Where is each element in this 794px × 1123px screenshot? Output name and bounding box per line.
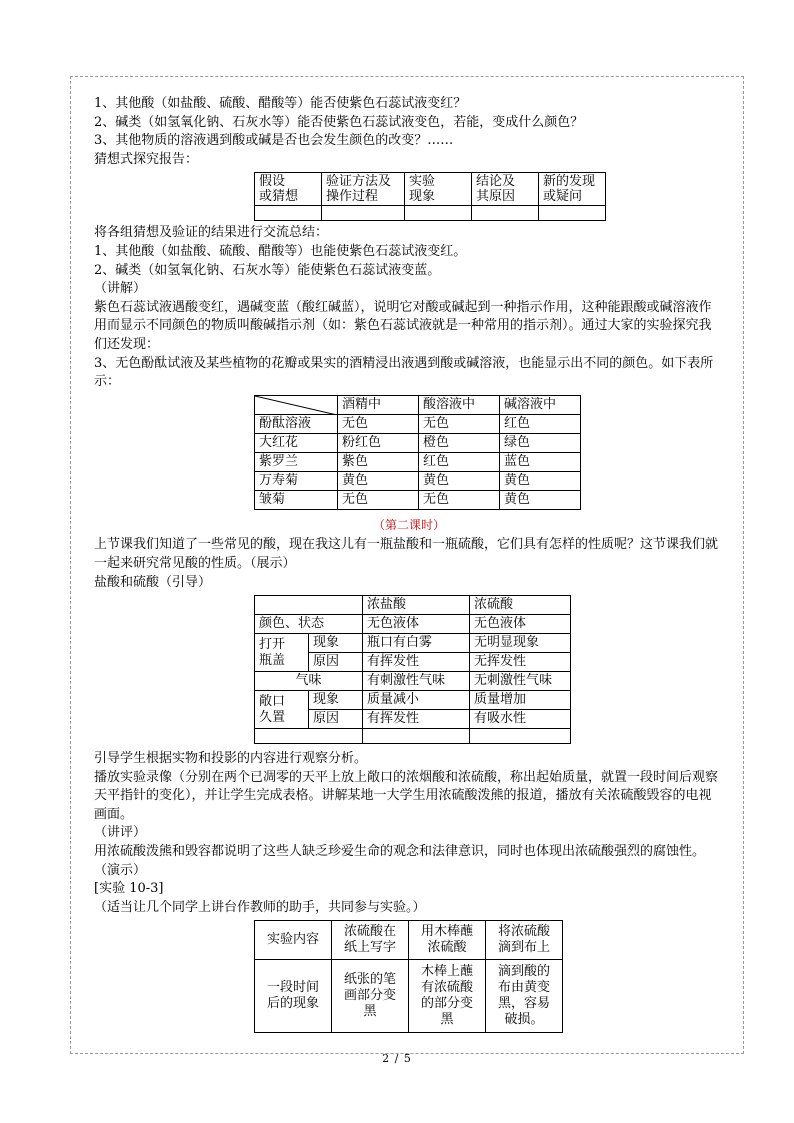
paragraph: 3、其他物质的溶液遇到酸或碱是否也会发生颜色的改变？…… [94, 133, 454, 149]
table-cell: 粉红色 [338, 433, 419, 452]
paragraph: （讲评） [94, 825, 147, 841]
table-group-label: 打开 瓶盖 [255, 634, 309, 672]
table-row [255, 634, 571, 653]
section-title: （第二课时） [372, 517, 445, 532]
paragraph: 2、碱类（如氢氧化钠、石灰水等）能使紫色石蕊试液变蓝。 [94, 262, 441, 278]
table-row-label: 颜色、状态 [255, 615, 363, 634]
table-cell: 现象 [309, 634, 363, 653]
paragraph: 盐酸和硫酸（引导） [94, 574, 212, 590]
table-header-cell: 假设 或猜想 [255, 173, 322, 206]
table-row [255, 960, 563, 1033]
table-cell [539, 206, 606, 221]
table-row [255, 490, 581, 509]
table-cell: 橙色 [419, 433, 500, 452]
table-header-cell: 验证方法及 操作过程 [322, 173, 405, 206]
table-cell: 黄色 [500, 490, 581, 509]
table-row [255, 414, 581, 433]
paragraph: [实验 10-3] [94, 881, 164, 897]
table-cell: 原因 [309, 710, 363, 729]
experiment-table [254, 920, 563, 1033]
table-cell: 无挥发性 [470, 653, 571, 672]
table-row [255, 452, 581, 471]
table-cell: 无明显现象 [470, 634, 571, 653]
table-cell: 红色 [419, 452, 500, 471]
table-header-cell: 浓硫酸 [470, 596, 571, 615]
table-header-cell: 实验 现象 [405, 173, 472, 206]
diagonal-header-cell [255, 395, 338, 414]
table-cell [322, 206, 405, 221]
table-cell: 木棒上蘸 有浓硫酸 的部分变 黑 [409, 960, 486, 1033]
table-cell [363, 729, 470, 744]
table-cell: 无色液体 [363, 615, 470, 634]
table-cell: 质量减小 [363, 691, 470, 710]
table-cell: 紫罗兰 [255, 452, 338, 471]
table-header-cell: 浓盐酸 [363, 596, 470, 615]
table-cell: 瓶口有白雾 [363, 634, 470, 653]
table-cell: 有吸水性 [470, 710, 571, 729]
table-row-label: 气味 [255, 672, 363, 691]
table-header-cell: 酒精中 [338, 395, 419, 414]
table-cell [255, 206, 322, 221]
table-header-cell: 将浓硫酸 滴到布上 [486, 921, 563, 960]
table-header-cell: 结论及 其原因 [472, 173, 539, 206]
table-cell: 现象 [309, 691, 363, 710]
table-header-cell: 新的发现 或疑问 [539, 173, 606, 206]
paragraph: 猜想式探究报告： [94, 151, 199, 167]
table-cell: 大红花 [255, 433, 338, 452]
acid-properties-table [254, 595, 571, 744]
table-cell [405, 206, 472, 221]
table-cell: 纸张的笔 画部分变 黑 [332, 960, 409, 1033]
table-cell [255, 729, 363, 744]
table-header-cell: 碱溶液中 [500, 395, 581, 414]
table-cell: 原因 [309, 653, 363, 672]
table-row [255, 471, 581, 490]
table-cell: 绿色 [500, 433, 581, 452]
table-cell: 黄色 [500, 471, 581, 490]
table-cell [472, 206, 539, 221]
table-header-cell: 用木棒蘸 浓硫酸 [409, 921, 486, 960]
paragraph: （适当让几个同学上讲台作教师的助手，共同参与实验。） [94, 899, 426, 915]
table-row [255, 615, 571, 634]
table-header-cell: 酸溶液中 [419, 395, 500, 414]
table-cell: 皱菊 [255, 490, 338, 509]
table-cell [470, 729, 571, 744]
table-cell: 无色 [338, 414, 419, 433]
paragraph: 用浓硫酸泼熊和毁容都说明了这些人缺乏珍爱生命的观念和法律意识，同时也体现出浓硫酸强烈的腐蚀性。（演示） [94, 844, 706, 878]
table-cell: 无色 [419, 414, 500, 433]
table-cell: 有刺激性气味 [363, 672, 470, 691]
table-cell: 质量增加 [470, 691, 571, 710]
paragraph: （讲解） [94, 281, 147, 297]
table-cell: 黄色 [419, 471, 500, 490]
table-header-cell: 实验内容 [255, 921, 332, 960]
paragraph: 1、其他酸（如盐酸、硫酸、醋酸等）能否使紫色石蕊试液变红？ [94, 96, 467, 111]
table-cell: 一段时间 后的现象 [255, 960, 332, 1033]
paragraph: 紫色石蕊试液遇酸变红，遇碱变蓝（酸红碱蓝），说明它对酸或碱起到一种指示作用，这种能跟酸或碱溶液作用而显示不同颜色的物质叫酸碱指示剂（如：紫色石蕊试液就是一种常用的指示剂）。通过大家的实验探究我们还发现： [94, 299, 712, 352]
paragraph: 引导学生根据实物和投影的内容进行观察分析。 [94, 751, 368, 767]
paragraph: 2、碱类（如氢氧化钠、石灰水等）能否使紫色石蕊试液变色，若能，变成什么颜色？ [94, 114, 584, 130]
paragraph: 3、无色酚酞试液及某些植物的花瓣或果实的酒精浸出液遇到酸或碱溶液，也能显示出不同的颜色。如下表所示： [94, 355, 714, 390]
diagonal-line [255, 396, 337, 415]
table-cell: 紫色 [338, 452, 419, 471]
table-group-label: 敞口 久置 [255, 691, 309, 729]
table-row [255, 433, 581, 452]
table-cell: 酚酞溶液 [255, 414, 338, 433]
table-cell [255, 596, 363, 615]
paragraph: 将各组猜想及验证的结果进行交流总结： [94, 225, 329, 241]
table-cell: 有挥发性 [363, 653, 470, 672]
table-cell: 有挥发性 [363, 710, 470, 729]
paragraph: 播放实验录像（分别在两个已凋零的天平上放上敞口的浓烟酸和浓硫酸，称出起始质量，就置一段时间后观察天平指针的变化），并让学生完成表格。讲解某地一大学生用浓硫酸泼熊的报道，播放有关浓硫酸毁容的电视画面。 [94, 769, 719, 822]
table-cell: 万寿菊 [255, 471, 338, 490]
table-cell: 无刺激性气味 [470, 672, 571, 691]
table-cell: 黄色 [338, 471, 419, 490]
table-cell: 蓝色 [500, 452, 581, 471]
document-body [94, 95, 724, 1033]
table-cell: 滴到酸的 布由黄变 黑，容易 破损。 [486, 960, 563, 1033]
inquiry-report-table [254, 172, 606, 221]
table-cell: 红色 [500, 414, 581, 433]
paragraph: 1、其他酸（如盐酸、硫酸、醋酸等）也能使紫色石蕊试液变红。 [94, 243, 467, 259]
table-row [255, 672, 571, 691]
table-cell: 无色液体 [470, 615, 571, 634]
table-cell: 无色 [419, 490, 500, 509]
table-cell: 无色 [338, 490, 419, 509]
paragraph: 上节课我们知道了一些常见的酸，现在我这儿有一瓶盐酸和一瓶硫酸，它们具有怎样的性质呢？这节课我们就一起来研究常见酸的性质。（展示） [94, 537, 719, 571]
indicator-color-table [254, 395, 581, 510]
page-number: 2 / 5 [382, 1052, 412, 1065]
table-header-cell: 浓硫酸在 纸上写字 [332, 921, 409, 960]
table-row [255, 691, 571, 710]
